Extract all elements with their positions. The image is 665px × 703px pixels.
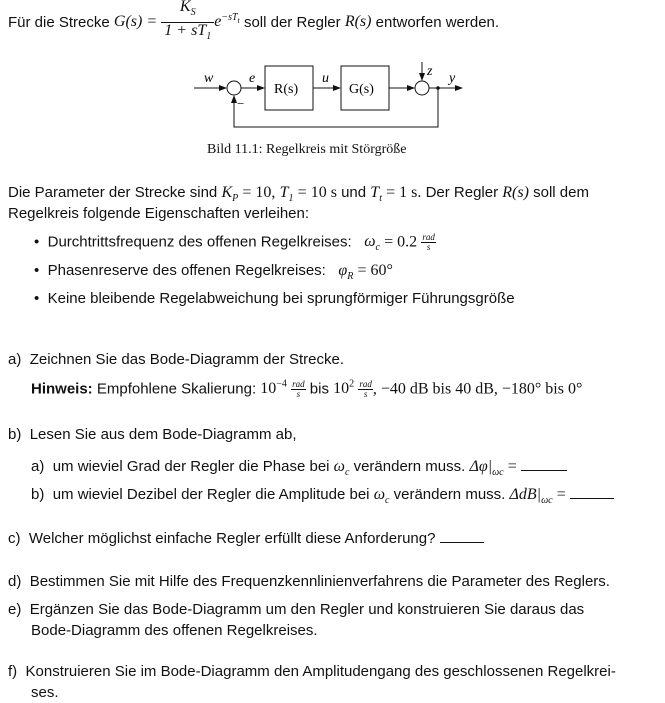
hint-bis: bis — [309, 380, 329, 398]
task-b-sub-b-label: b) — [31, 486, 45, 503]
hint-to-exp: 2 — [349, 379, 355, 390]
plant-fraction — [161, 0, 214, 45]
task-c — [8, 528, 484, 547]
req-1-text: Durchtrittsfrequenz des offenen Regelkreises: — [47, 233, 352, 251]
list-item — [34, 262, 393, 282]
t1-symbol: T — [279, 184, 289, 201]
kp-symbol: K — [221, 184, 233, 201]
plant-num: K — [179, 0, 191, 16]
task-c-text: Welcher möglichst einfache Regler erfüllt diese Anforderung? — [28, 530, 436, 547]
task-a-hint — [31, 379, 582, 399]
answer-blank-decibel[interactable] — [570, 484, 614, 499]
list-item — [34, 290, 515, 307]
req-2-val: = 60° — [357, 262, 393, 279]
task-a-label: a) — [8, 351, 22, 368]
task-b-sub-a-text2: verändern muss. — [353, 458, 466, 475]
req-1-unit — [421, 233, 436, 252]
req-2-text: Phasenreserve des offenen Regelkreises: — [47, 262, 326, 279]
hint-from-exp: −4 — [276, 379, 287, 390]
task-f — [8, 663, 616, 680]
task-b-sub-b-text2: verändern muss. — [393, 486, 506, 503]
kp-sub: P — [232, 193, 239, 205]
sub-b-formula-sub: ωc — [541, 495, 553, 507]
hint-unit-1-num: rad — [292, 378, 305, 389]
hint-to: 10 — [333, 380, 350, 398]
task-f-label: f) — [8, 663, 18, 680]
task-e-label: e) — [8, 601, 22, 618]
plant-lhs: G(s) = — [113, 13, 158, 30]
sub-b-sub: c — [384, 495, 390, 507]
list-item — [34, 233, 436, 254]
req-1-sym: ω — [364, 233, 376, 251]
req-3-text: Keine bleibende Regelabweichung bei sprungförmiger Führungsgröße — [47, 290, 515, 307]
bullet: • — [34, 233, 40, 251]
hint-unit-1-den: s — [296, 388, 301, 399]
intro-suffix: soll der Regler — [243, 13, 341, 31]
task-e-line-2: Bode-Diagramm des offenen Regelkreises. — [31, 622, 318, 639]
params-text-b: Der Regler — [425, 184, 499, 201]
sub-a-sym: ω — [333, 458, 345, 475]
sub-a-sub: c — [344, 467, 350, 479]
block-r-label: R(s) — [274, 82, 299, 97]
params-rs: R(s) — [502, 184, 529, 201]
task-b-sub-a-text: um wieviel Grad der Regler die Phase bei — [52, 458, 330, 475]
tt-sub: t — [379, 193, 382, 205]
task-e — [8, 601, 584, 618]
tt-value: = 1 s. — [386, 184, 422, 201]
hint-bold: Hinweis: — [31, 380, 93, 398]
params-and: und — [341, 184, 367, 201]
t1-value: = 10 s — [297, 184, 337, 201]
kp-value: = 10, — [242, 184, 276, 201]
plant-exp-sup: −sT — [221, 11, 238, 23]
params-text-c: soll dem — [533, 184, 589, 201]
label-y: y — [449, 71, 456, 86]
label-e: e — [249, 71, 256, 86]
plant-exp: e — [214, 13, 222, 30]
task-e-text-1: Ergänzen Sie das Bode-Diagramm um den Regler und konstruieren Sie daraus das — [29, 601, 585, 618]
params-line-1 — [8, 184, 589, 204]
label-u: u — [322, 71, 329, 86]
plant-num-sub: S — [190, 7, 196, 19]
plant-exp-sup-sub: t — [237, 15, 240, 25]
task-d-label: d) — [8, 573, 22, 590]
bullet: • — [34, 290, 40, 307]
answer-blank-phase[interactable] — [521, 456, 567, 471]
task-b — [8, 426, 297, 443]
hint-rest: , −40 dB bis 40 dB, −180° bis 0° — [372, 380, 583, 398]
tt-symbol: T — [370, 184, 380, 201]
intro-prefix: Für die Strecke — [8, 13, 110, 31]
task-b-text: Lesen Sie aus dem Bode-Diagramm ab, — [29, 426, 297, 443]
intro-controller: R(s) — [344, 13, 372, 30]
task-a — [8, 351, 344, 368]
label-minus: − — [237, 96, 245, 111]
figure-caption: Bild 11.1: Regelkreis mit Störgröße — [207, 142, 407, 157]
hint-text: Empfohlene Skalierung: — [96, 380, 257, 398]
bullet: • — [34, 262, 40, 279]
block-g-label: G(s) — [349, 82, 374, 97]
hint-unit-2-num: rad — [359, 378, 372, 389]
hint-unit-1 — [291, 380, 306, 399]
req-2-sym: φ — [338, 262, 348, 279]
req-1-val: = 0.2 — [384, 233, 418, 251]
sub-b-formula: ΔdB| — [509, 486, 542, 503]
hint-unit-2-den: s — [363, 388, 368, 399]
sub-b-sym: ω — [373, 486, 385, 503]
intro-line — [8, 2, 499, 42]
req-1-unit-num: rad — [422, 232, 435, 242]
task-b-sub-b — [31, 484, 614, 506]
plant-den-sub: 1 — [206, 30, 212, 42]
task-c-label: c) — [8, 530, 21, 547]
sub-b-eq: = — [556, 486, 566, 503]
params-line-2: Regelkreis folgende Eigenschaften verleihen: — [8, 205, 310, 222]
summing-junction-1 — [227, 81, 241, 95]
task-d — [8, 573, 610, 590]
t1-sub: 1 — [288, 193, 294, 205]
label-z: z — [427, 64, 433, 79]
sub-a-formula-sub: ωc — [492, 467, 504, 479]
task-b-sub-a-label: a) — [31, 458, 45, 475]
sub-a-formula: Δφ| — [469, 458, 493, 475]
req-1-sub: c — [375, 242, 380, 254]
plant-den: 1 + sT — [164, 21, 207, 39]
label-w: w — [204, 71, 214, 86]
task-b-sub-b-text: um wieviel Dezibel der Regler die Amplitude bei — [52, 486, 370, 503]
summing-junction-2 — [415, 81, 429, 95]
intro-suffix2: entworfen werden. — [375, 13, 500, 31]
hint-from: 10 — [260, 380, 277, 398]
task-d-text: Bestimmen Sie mit Hilfe des Frequenzkennlinienverfahrens die Parameter des Reglers. — [29, 573, 610, 590]
params-text: Die Parameter der Strecke sind — [8, 184, 218, 201]
req-1-unit-den: s — [426, 242, 431, 252]
task-f-line-2: ses. — [31, 684, 59, 701]
answer-blank-controller[interactable] — [440, 528, 484, 543]
sub-a-eq: = — [507, 458, 517, 475]
task-f-text-1: Konstruieren Sie im Bode-Diagramm den Amplitudengang des geschlossenen Regelkrei- — [25, 663, 616, 680]
hint-unit-2 — [358, 380, 373, 399]
task-a-text: Zeichnen Sie das Bode-Diagramm der Strecke. — [29, 351, 344, 368]
task-b-sub-a — [31, 456, 567, 478]
block-diagram — [190, 56, 470, 134]
req-2-sub: R — [347, 271, 354, 283]
task-b-label: b) — [8, 426, 22, 443]
